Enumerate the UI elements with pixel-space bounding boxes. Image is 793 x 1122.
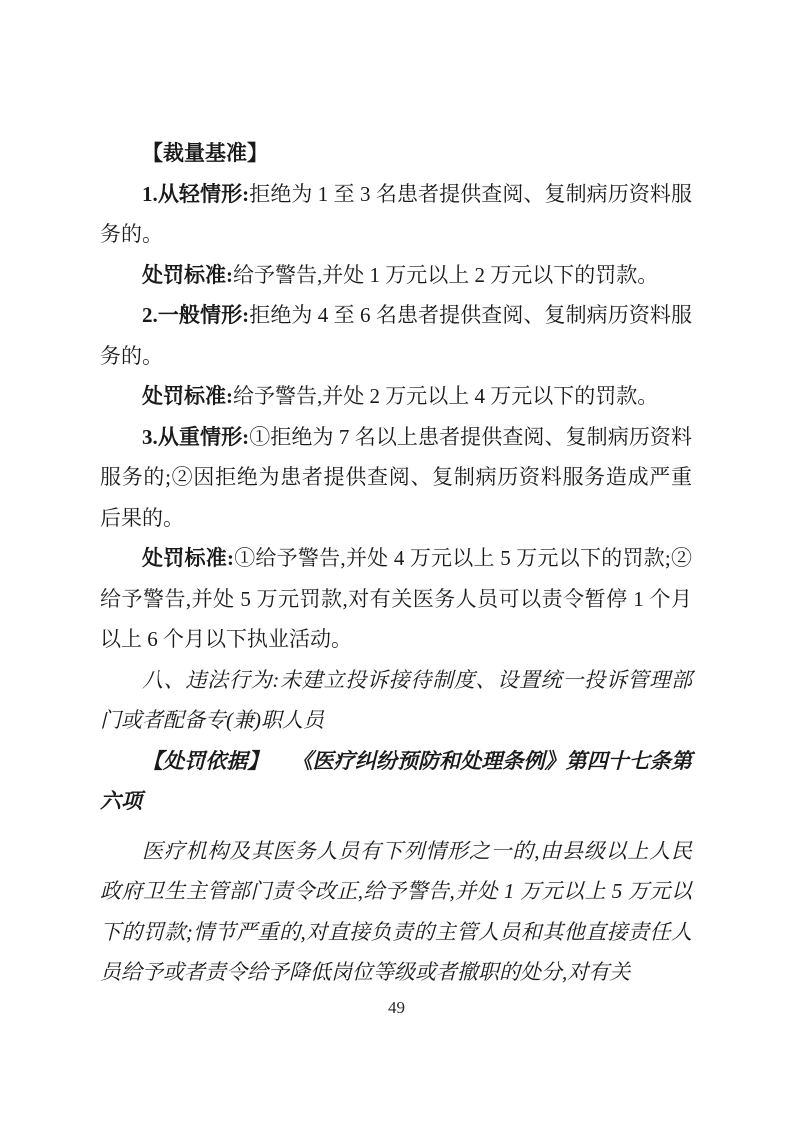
- light-circumstance-item: [100, 174, 692, 255]
- penalty-standard-general-label: 处罚标准:: [142, 384, 233, 408]
- penalty-standard-severe-text: ①给予警告,并处 4 万元以上 5 万元以下的罚款;②给予警告,并处 5 万元罚款,对有关医务人员可以责令暂停 1 个月以上 6 个月以下执业活动。: [100, 546, 692, 651]
- penalty-basis-paragraph: [100, 741, 692, 822]
- severe-circumstance-text: ①拒绝为 7 名以上患者提供查阅、复制病历资料服务的;②因拒绝为患者提供查阅、复制病历资料服务造成严重后果的。: [100, 424, 693, 530]
- severe-circumstance-label: 3.从重情形:: [142, 424, 250, 449]
- penalty-standard-severe: [100, 538, 692, 660]
- illegal-act-paragraph: [100, 660, 692, 741]
- severe-circumstance-item: [100, 417, 692, 539]
- penalty-standard-light: [100, 255, 692, 296]
- light-circumstance-text: 拒绝为 1 至 3 名患者提供查阅、复制病历资料服务的。: [100, 181, 693, 246]
- page-number: 49: [388, 998, 405, 1017]
- illegal-act-text: 八、违法行为:未建立投诉接待制度、设置统一投诉管理部门或者配备专(兼)职人员: [100, 667, 692, 732]
- penalty-basis-text: 《医疗纠纷预防和处理条例》第四十七条第六项: [100, 748, 693, 813]
- document-body: [100, 133, 692, 993]
- general-circumstance-text: 拒绝为 4 至 6 名患者提供查阅、复制病历资料服务的。: [100, 303, 693, 368]
- penalty-basis-label: 【处罚依据】: [142, 748, 269, 773]
- general-circumstance-item: [100, 295, 692, 376]
- regulation-excerpt-paragraph: [100, 831, 692, 993]
- penalty-standard-light-label: 处罚标准:: [142, 262, 233, 287]
- penalty-standard-general-text: 给予警告,并处 2 万元以上 4 万元以下的罚款。: [233, 384, 659, 408]
- regulation-excerpt-text: 医疗机构及其医务人员有下列情形之一的,由县级以上人民政府卫生主管部门责令改正,给予警告,并处 1 万元以上 5 万元以下的罚款;情节严重的,对直接负责的主管人员和其他直接责任人员给予或者责令给予降低岗位等级或者撤职的处分,对有关: [100, 838, 692, 984]
- penalty-standard-light-text: 给予警告,并处 1 万元以上 2 万元以下的罚款。: [233, 262, 659, 287]
- discretion-basis-heading: 【裁量基准】: [142, 141, 268, 165]
- light-circumstance-label: 1.从轻情形:: [142, 181, 250, 206]
- general-circumstance-label: 2.一般情形:: [142, 303, 250, 327]
- penalty-standard-general: [100, 376, 692, 417]
- penalty-standard-severe-label: 处罚标准:: [142, 546, 234, 570]
